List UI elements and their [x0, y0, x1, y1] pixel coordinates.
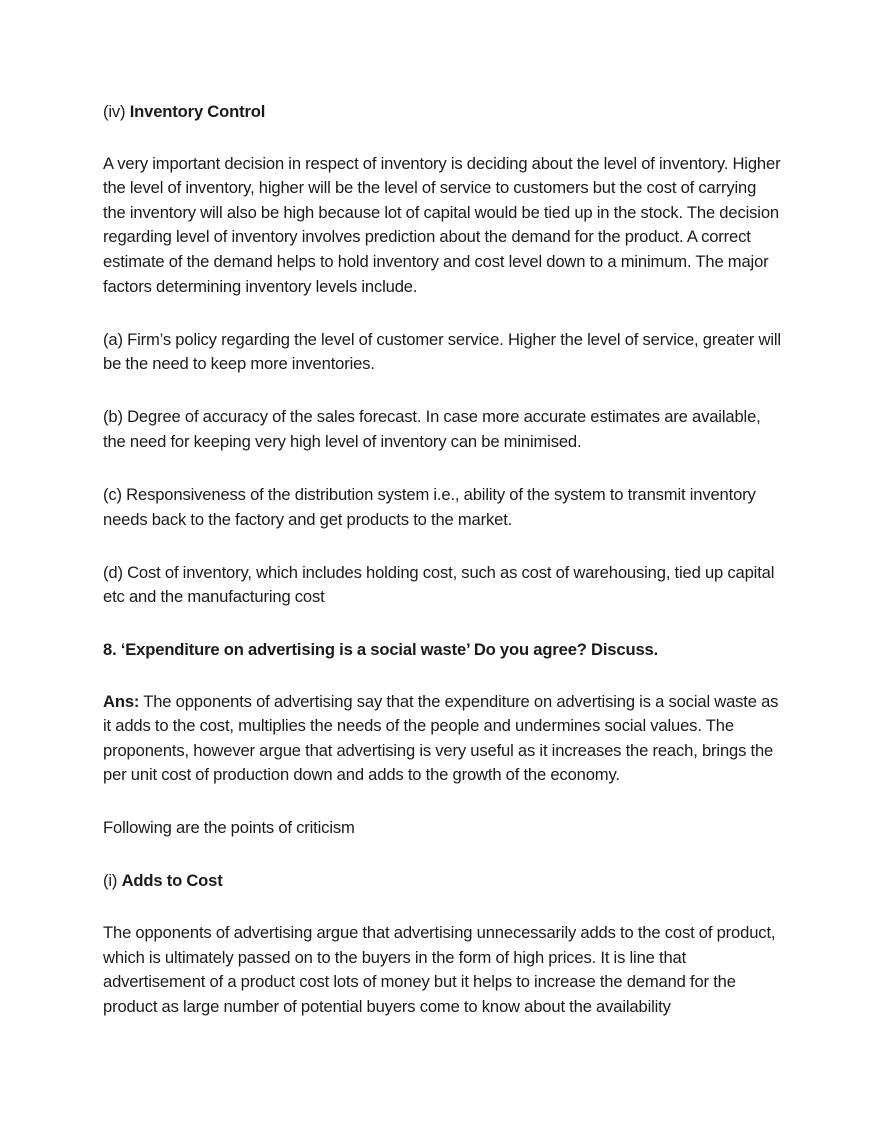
section-heading-inventory-control	[103, 100, 781, 125]
question-heading-text: 8. ‘Expenditure on advertising is a social waste’ Do you agree? Discuss.	[103, 639, 659, 659]
paragraph-following-criticism	[103, 816, 781, 841]
paragraph-text: The opponents of advertising say that the expenditure on advertising is a social waste as it adds to the cost, multiplies the needs of the people and undermines social values. The proponents, however argue that advertising is very useful as it increases the reach, brings the per unit cost of production down and adds to the growth of the economy.	[103, 691, 779, 785]
document-body	[103, 100, 781, 1019]
heading-prefix: (iv)	[103, 102, 130, 121]
paragraph-text: Following are the points of criticism	[103, 818, 355, 838]
paragraph-inventory-intro	[103, 152, 781, 300]
paragraph-text: (c) Responsiveness of the distribution system i.e., ability of the system to transmit inventory needs back to the factory and get products to the market.	[103, 485, 756, 529]
paragraph-factor-d	[103, 561, 781, 610]
heading-prefix: (i)	[103, 871, 122, 891]
paragraph-text: (b) Degree of accuracy of the sales forecast. In case more accurate estimates are available, the need for keeping very high level of inventory can be minimised.	[103, 407, 761, 451]
paragraph-factor-a	[103, 328, 781, 377]
paragraph-text: The opponents of advertising argue that advertising unnecessarily adds to the cost of product, which is ultimately passed on to the buyers in the form of high prices. It is line that advertisement of a product cost lots of money but it helps to increase the demand for the product as large number of potential buyers come to know about the availability	[103, 923, 776, 1016]
paragraph-answer-8	[103, 690, 781, 788]
paragraph-text: (a) Firm’s policy regarding the level of customer service. Higher the level of service, greater will be the need to keep more inventories.	[103, 329, 781, 374]
paragraph-adds-to-cost-body	[103, 921, 781, 1019]
heading-text: Adds to Cost	[121, 871, 223, 891]
paragraph-factor-c	[103, 483, 781, 532]
section-heading-adds-to-cost	[103, 869, 781, 894]
paragraph-text: A very important decision in respect of inventory is deciding about the level of inventory. Higher the level of inventory, higher will be the level of service to customers but the cost of carrying the inventory will also be high because lot of capital would be tied up in the stock. The decision regarding level of inventory involves prediction about the demand for the product. A correct estimate of the demand helps to hold inventory and cost level down to a minimum. The major factors determining inventory levels include.	[103, 153, 781, 296]
paragraph-text: (d) Cost of inventory, which includes holding cost, such as cost of warehousing, tied up capital etc and the manufacturing cost	[103, 562, 775, 607]
paragraph-factor-b	[103, 405, 781, 454]
heading-text: Inventory Control	[129, 102, 266, 121]
question-heading-8	[103, 638, 781, 663]
answer-label: Ans:	[103, 691, 140, 711]
